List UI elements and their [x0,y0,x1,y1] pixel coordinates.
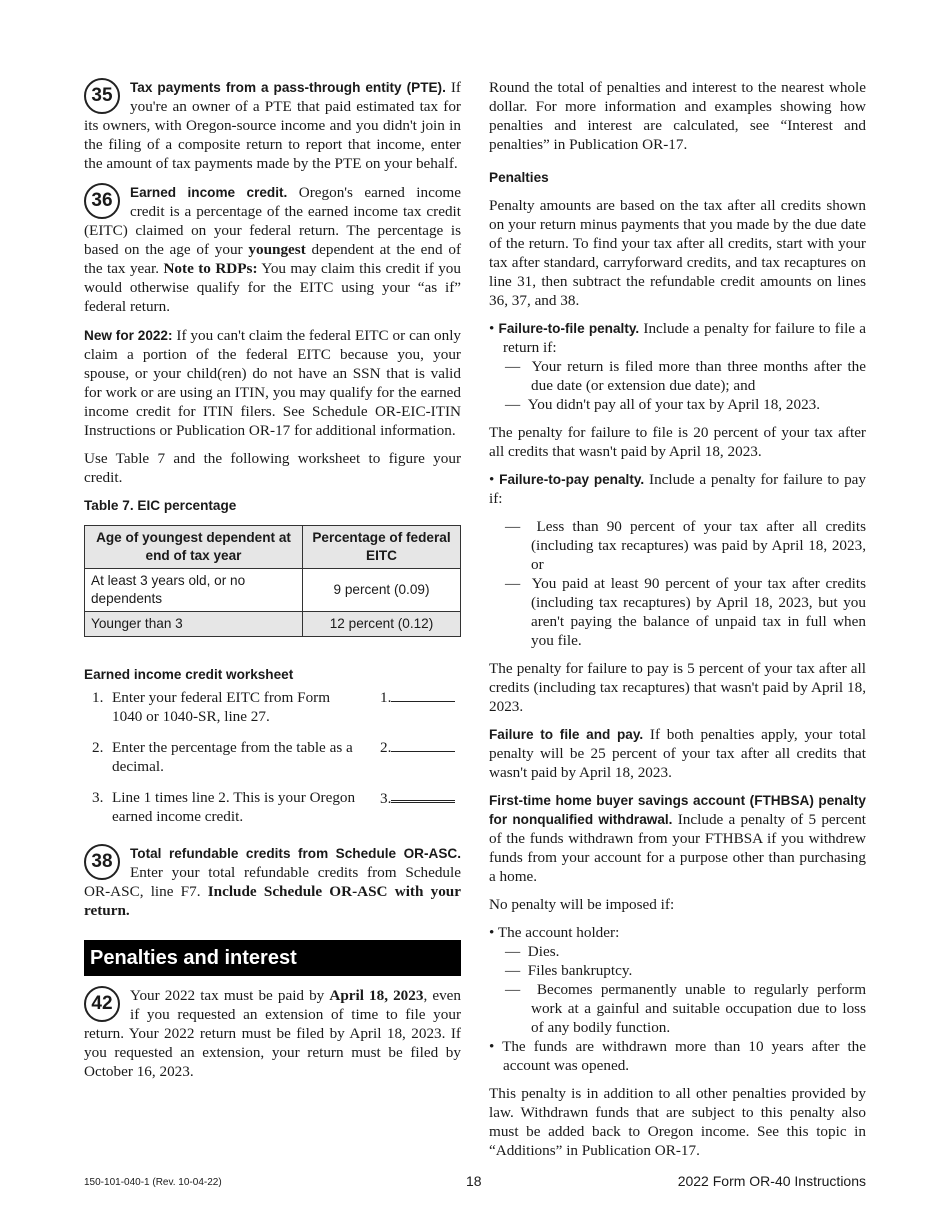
table-header: Age of youngest dependent at end of tax year [85,526,303,569]
ftp-label: Failure-to-pay penalty. [499,472,645,487]
worksheet-entry[interactable] [380,688,460,707]
entry-label: 3. [380,790,392,807]
list-item-text: You paid at least 90 percent of your tax after credits (including tax recaptures) by April 18, 2023, but you aren't paying the balance of unpaid tax in full when you file. [531,575,867,649]
new-label: New for 2022: [84,328,173,343]
worksheet-title: Earned income credit worksheet [84,667,294,682]
table-row [85,569,461,612]
new-body: If you can't claim the federal EITC or can only claim a portion of the federal EITC because you, your spouse, or your child(ren) do not have an SSN that is valid for work or are using an ITIN, you may qualify for the earned income credit for ITIN filers. See Schedule OR-EIC-ITIN Instructions or Publication OR-17 for additional information. [84,327,462,439]
entry-line[interactable] [391,689,455,702]
worksheet-text: Enter the percentage from the table as a decimal. [112,739,353,775]
no-penalty-list [489,923,866,1075]
section-title: Tax payments from a pass-through entity (PTE). [130,80,446,95]
list-item-text: Dies. [527,943,560,960]
new-for-2022 [84,326,461,440]
rounding-text: Round the total of penalties and interest to the nearest whole dollar. For more information and examples showing how penalties and interest are calculated, see “Interest and penalties” in Publication OR-17. [489,79,866,153]
right-column [489,78,866,1169]
line-number-badge: 42 [84,986,120,1022]
section-body: Enter your total refundable credits from Schedule OR-ASC, line F7. [84,864,461,900]
list-item: — You didn't pay all of your tax by April 18, 2023. [505,396,821,413]
list-item: • The funds are withdrawn more than 10 years after the account was opened. [489,1038,866,1074]
fthbsa-penalty [489,791,866,886]
section-42 [84,986,461,1081]
list-item: • The account holder: [489,924,620,941]
section-title: Earned income credit. [130,185,288,200]
list-item-text: Less than 90 percent of your tax after all credits (including tax recaptures) was paid by April 18, 2023, or [531,518,867,573]
note-label: Note to RDPs: [163,260,258,277]
worksheet-num: 3. [92,789,104,806]
worksheet-text: Line 1 times line 2. This is your Oregon earned income credit. [112,789,356,825]
entry-line[interactable] [391,739,455,752]
section-body: If you're an owner of a PTE that paid estimated tax for its owners, with Oregon-source income and you didn't join in the filing of a composite return to report that income, enter the amount of tax payments made by the PTE on your behalf. [84,79,461,172]
section-38 [84,844,461,920]
list-item-text: The account holder: [497,924,620,941]
list-item: — Becomes permanently unable to regularly perform work at a gainful and suitable occupation due to loss of any bodily function. [505,981,867,1036]
section-title: Total refundable credits from Schedule OR-ASC. [130,846,461,861]
no-penalty-text: No penalty will be imposed if: [489,896,675,913]
list-item: — Files bankruptcy. [505,962,633,979]
penalties-body: Penalty amounts are based on the tax after all credits shown on your return minus payments that you made by the due date of the return. To find your tax after all credits, start with your tax after standard, carryforward credits, and tax recaptures on line 31, then subtract the refundable credit amounts on lines 36, 37, and 38. [489,197,866,309]
entry-label: 1. [380,689,392,706]
table-header-row [85,526,461,569]
failure-to-file: • Failure-to-file penalty. Include a penalty for failure to file a return if: — Your return is filed more than three months after the due date (or extension due date); and — You didn't pay all of your tax by April 18, 2023. [489,320,867,413]
ftp-body: Include a penalty for failure to pay if: [489,471,866,507]
page-number: 18 [466,1173,482,1189]
list-item: — Less than 90 percent of your tax after all credits (including tax recaptures) was paid by April 18, 2023, or [505,518,867,573]
table-title: Table 7. EIC percentage [84,498,237,513]
table-cell: 12 percent (0.12) [303,612,461,637]
ftfp-label: Failure to file and pay. [489,727,644,742]
note-body: You may claim this credit if you would otherwise qualify for the EITC using your “as if” federal return. [84,260,461,315]
ftf-rate: The penalty for failure to file is 20 percent of your tax after all credits that wasn't paid by April 18, 2023. [489,424,866,460]
worksheet-entry[interactable] [380,788,460,808]
line-number-badge: 35 [84,78,120,114]
table-cell: Younger than 3 [85,612,303,637]
list-item-text: Your return is filed more than three months after the due date (or extension due date); and [531,358,867,394]
closing-text: This penalty is in addition to all other penalties provided by law. Withdrawn funds that are subject to this penalty also must be added back to Oregon income. See this topic in “Additions” in Publication OR-17. [489,1085,866,1159]
list-item: — You paid at least 90 percent of your tax after credits (including tax recaptures) by April 18, 2023, but you aren't paying the balance of unpaid tax in full when you file. [505,575,867,649]
emphasis-youngest: youngest [248,241,306,258]
worksheet-row [84,738,461,776]
section-body-cont: dependent at the end of the tax year. [84,241,462,277]
section-35 [84,78,461,173]
left-column [84,78,461,1091]
fthbsa-body: Include a penalty of 5 percent of the funds withdrawn from your FTHBSA if you withdrew funds from your account for a purpose other than purchasing a home. [489,811,867,885]
ftfp-body: If both penalties apply, your total penalty will be 25 percent of your tax after all credits that wasn't paid by April 18, 2023. [489,726,866,781]
worksheet-text: Enter your federal EITC from Form 1040 or 1040-SR, line 27. [112,689,331,725]
list-item-text: Becomes permanently unable to regularly perform work at a gainful and suitable occupation due to loss of any bodily function. [531,981,867,1036]
entry-line-total[interactable] [391,788,455,803]
section-body: Oregon's earned income credit is a percentage of the earned income tax credit (EITC) claimed on your federal return. The percentage is based on the age of your [84,184,461,258]
ftf-label: Failure-to-file penalty. [498,321,640,336]
worksheet-entry[interactable] [380,738,460,757]
failure-to-pay: • Failure-to-pay penalty. Include a penalty for failure to pay if: — Less than 90 percent of your tax after all credits (including tax recaptures) was paid by April 18, 2023, or — You paid at least 90 percent of your tax after credits (including tax recaptures) by April 18, 2023, but you aren't paying the balance of unpaid tax in full when you file. [489,471,867,649]
worksheet-num: 1. [92,689,104,706]
use-table-text: Use Table 7 and the following worksheet to figure your credit. [84,450,461,486]
table-cell: At least 3 years old, or no dependents [85,569,303,612]
section-body-cont: , even if you requested an extension of time to file your return. Your 2022 return must be filed by April 18, 2023. If you requested an extension, your return must be filed by October 16, 2023. [84,987,462,1080]
entry-label: 2. [380,739,392,756]
list-item-text: Files bankruptcy. [527,962,633,979]
penalties-heading: Penalties [489,170,549,185]
list-item-text: You didn't pay all of your tax by April 18, 2023. [527,396,821,413]
due-date: April 18, 2023 [329,987,424,1004]
list-item-text: The funds are withdrawn more than 10 years after the account was opened. [502,1038,866,1074]
list-item: — Your return is filed more than three months after the due date (or extension due date); and [505,358,867,394]
line-number-badge: 36 [84,183,120,219]
table-cell: 9 percent (0.09) [303,569,461,612]
section-bold: Include Schedule OR-ASC with your return. [84,883,461,919]
worksheet-row [84,688,461,726]
document-title: 2022 Form OR-40 Instructions [677,1173,866,1189]
line-number-badge: 38 [84,844,120,880]
fthbsa-label: First-time home buyer savings account (FTHBSA) penalty for nonqualified withdrawal. [489,793,866,827]
failure-file-pay [489,725,866,782]
section-banner: Penalties and interest [84,940,461,976]
table-header: Percentage of federal EITC [303,526,461,569]
worksheet-num: 2. [92,739,104,756]
list-item: — Dies. [505,943,560,960]
worksheet-row [84,788,461,826]
section-body: Your 2022 tax must be paid by [130,987,325,1004]
section-36 [84,183,461,316]
ftp-rate: The penalty for failure to pay is 5 percent of your tax after all credits (including tax recaptures) that wasn't paid by April 18, 2023. [489,660,866,715]
ftf-body: Include a penalty for failure to file a return if: [503,320,866,356]
eic-table [84,525,461,637]
table-row [85,612,461,637]
form-number: 150-101-040-1 (Rev. 10-04-22) [84,1177,222,1188]
